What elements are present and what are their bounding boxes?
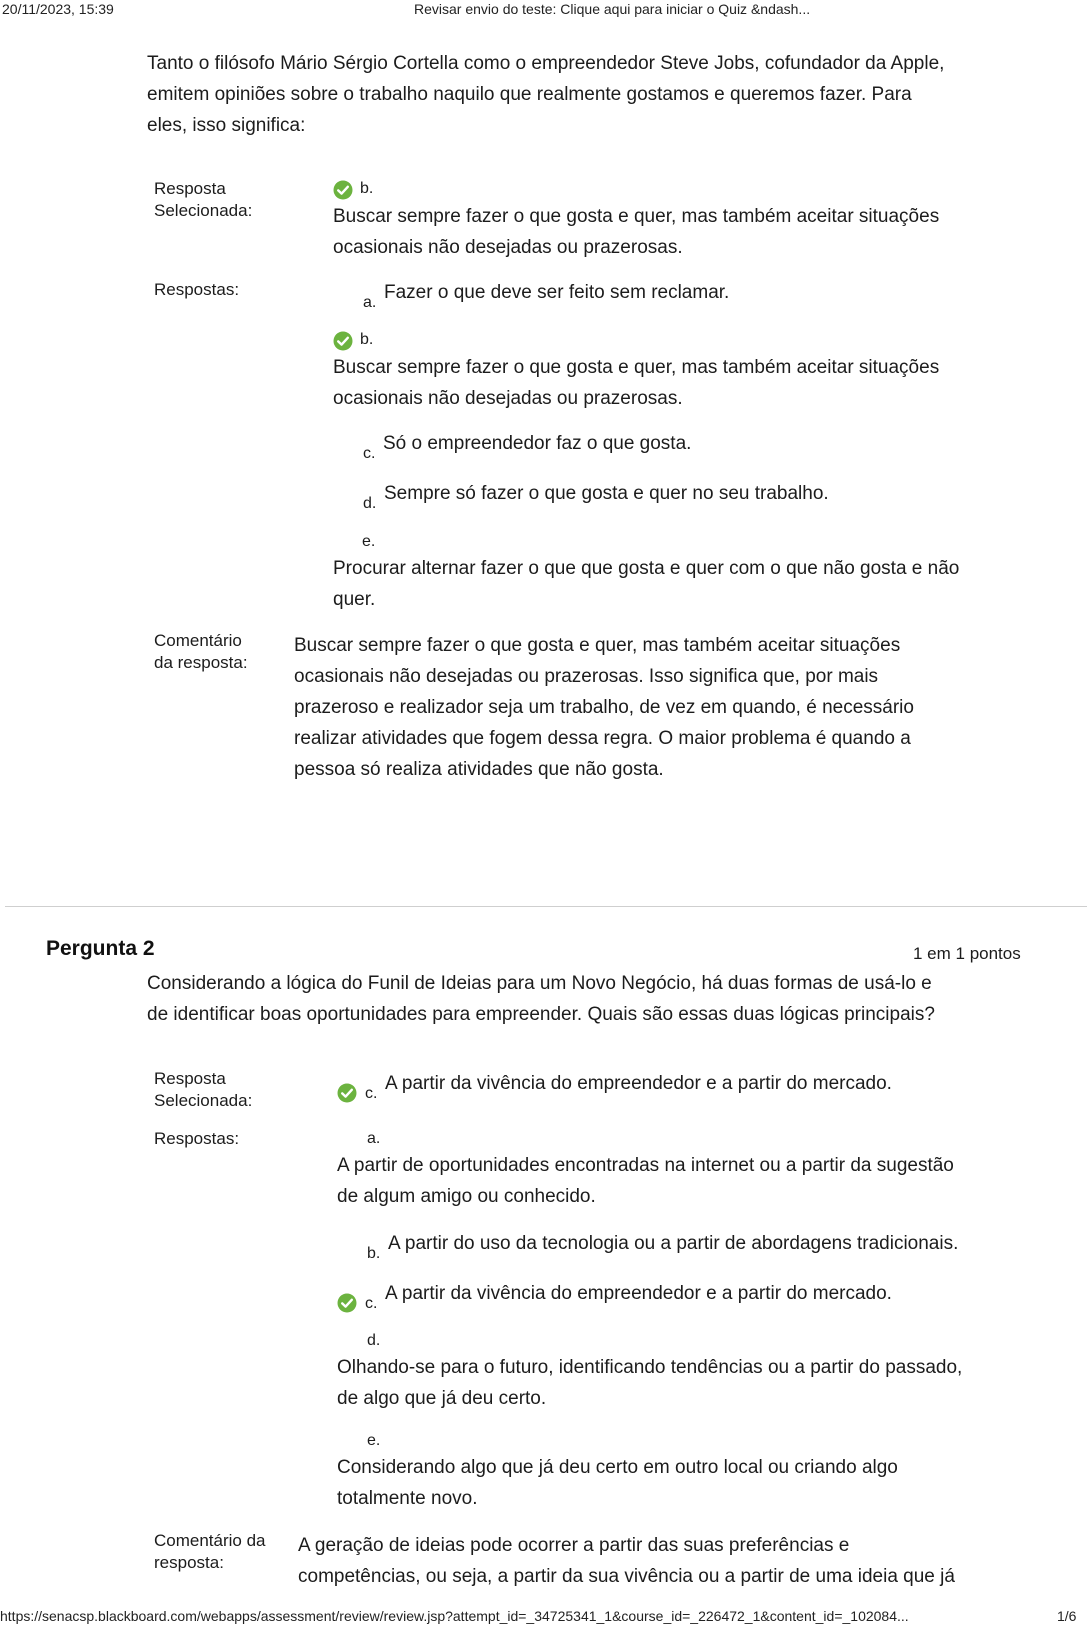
comment-label: resposta: [154, 1553, 224, 1572]
answer-letter: d. [367, 1332, 381, 1349]
answer-letter: e. [362, 533, 376, 550]
comment-text: prazeroso e realizador seja um trabalho, de vez em quando, é necessário [294, 697, 914, 718]
correct-check-icon [333, 331, 353, 351]
correct-check-icon [333, 180, 353, 200]
print-page-title: Revisar envio do teste: Clique aqui para iniciar o Quiz &ndash... [414, 1, 811, 17]
selected-answer-label: Selecionada: [154, 201, 253, 220]
selected-answer-label: Selecionada: [154, 1091, 253, 1110]
answer-text: A partir de oportunidades encontradas na internet ou a partir da sugestão [337, 1155, 954, 1176]
question-divider [5, 906, 1087, 907]
print-datetime: 20/11/2023, 15:39 [2, 1, 114, 17]
answer-letter: e. [367, 1432, 381, 1449]
comment-text: competências, ou seja, a partir da sua vivência ou a partir de uma ideia que já [298, 1566, 955, 1587]
question-1-text-line: eles, isso significa: [147, 115, 306, 136]
answer-text: totalmente novo. [337, 1488, 478, 1509]
selected-answer-text: A partir da vivência do empreendedor e a partir do mercado. [385, 1073, 892, 1094]
answer-text: Olhando-se para o futuro, identificando tendências ou a partir do passado, [337, 1357, 963, 1378]
answer-text: de algum amigo ou conhecido. [337, 1186, 596, 1207]
selected-answer-label: Resposta [154, 1069, 226, 1088]
answers-label: Respostas: [154, 1129, 240, 1148]
print-page-number: 1/6 [1057, 1608, 1077, 1624]
answer-text: A partir da vivência do empreendedor e a partir do mercado. [385, 1283, 892, 1304]
answer-letter: c. [365, 1295, 378, 1312]
question-title: Pergunta 2 [46, 937, 155, 960]
question-points: 1 em 1 pontos [913, 944, 1021, 963]
answer-text: quer. [333, 589, 376, 610]
answer-text: Sempre só fazer o que gosta e quer no seu trabalho. [384, 483, 829, 504]
correct-check-icon [337, 1083, 357, 1103]
question-2-text-line: Considerando a lógica do Funil de Ideias para um Novo Negócio, há duas formas de usá-lo e [147, 973, 932, 994]
answer-text: Só o empreendedor faz o que gosta. [383, 433, 692, 454]
comment-label: Comentário da [154, 1531, 266, 1550]
question-2-text-line: de identificar boas oportunidades para empreender. Quais são essas duas lógicas principais? [147, 1004, 935, 1025]
answer-text: Buscar sempre fazer o que gosta e quer, mas também aceitar situações [333, 357, 940, 378]
answer-text: Considerando algo que já deu certo em outro local ou criando algo [337, 1457, 898, 1478]
answer-text: A partir do uso da tecnologia ou a partir de abordagens tradicionais. [388, 1233, 959, 1254]
question-1-text-line: emitem opiniões sobre o trabalho naquilo que realmente gostamos e queremos fazer. Para [147, 84, 912, 105]
selected-answer-text: Buscar sempre fazer o que gosta e quer, mas também aceitar situações [333, 206, 940, 227]
answer-letter: a. [367, 1130, 381, 1147]
answer-letter: b. [367, 1245, 381, 1262]
answers-label: Respostas: [154, 280, 240, 299]
comment-text: realizar atividades que fogem dessa regra. O maior problema é quando a [294, 728, 911, 749]
correct-check-icon [337, 1293, 357, 1313]
answer-letter: b. [360, 331, 374, 348]
comment-label: da resposta: [154, 653, 248, 672]
answer-letter: c. [365, 1085, 378, 1102]
answer-letter: b. [360, 180, 374, 197]
print-url: https://senacsp.blackboard.com/webapps/assessment/review/review.jsp?attempt_id=_34725341_1&course_id=_226472_1&content_id=_102084... [0, 1608, 909, 1624]
answer-letter: a. [363, 294, 377, 311]
answer-text: Fazer o que deve ser feito sem reclamar. [384, 282, 730, 303]
answer-text: ocasionais não desejadas ou prazerosas. [333, 388, 683, 409]
answer-text: Procurar alternar fazer o que que gosta e quer com o que não gosta e não [333, 558, 960, 579]
question-1-text-line: Tanto o filósofo Mário Sérgio Cortella como o empreendedor Steve Jobs, cofundador da Apple, [147, 53, 945, 74]
comment-text: ocasionais não desejadas ou prazerosas. Isso significa que, por mais [294, 666, 879, 687]
comment-text: A geração de ideias pode ocorrer a partir das suas preferências e [298, 1535, 850, 1556]
answer-letter: d. [363, 495, 377, 512]
comment-label: Comentário [154, 631, 242, 650]
selected-answer-text: ocasionais não desejadas ou prazerosas. [333, 237, 683, 258]
selected-answer-label: Resposta [154, 179, 226, 198]
comment-text: Buscar sempre fazer o que gosta e quer, mas também aceitar situações [294, 635, 901, 656]
comment-text: pessoa só realiza atividades que não gosta. [294, 759, 664, 780]
answer-letter: c. [363, 445, 376, 462]
answer-text: de algo que já deu certo. [337, 1388, 547, 1409]
